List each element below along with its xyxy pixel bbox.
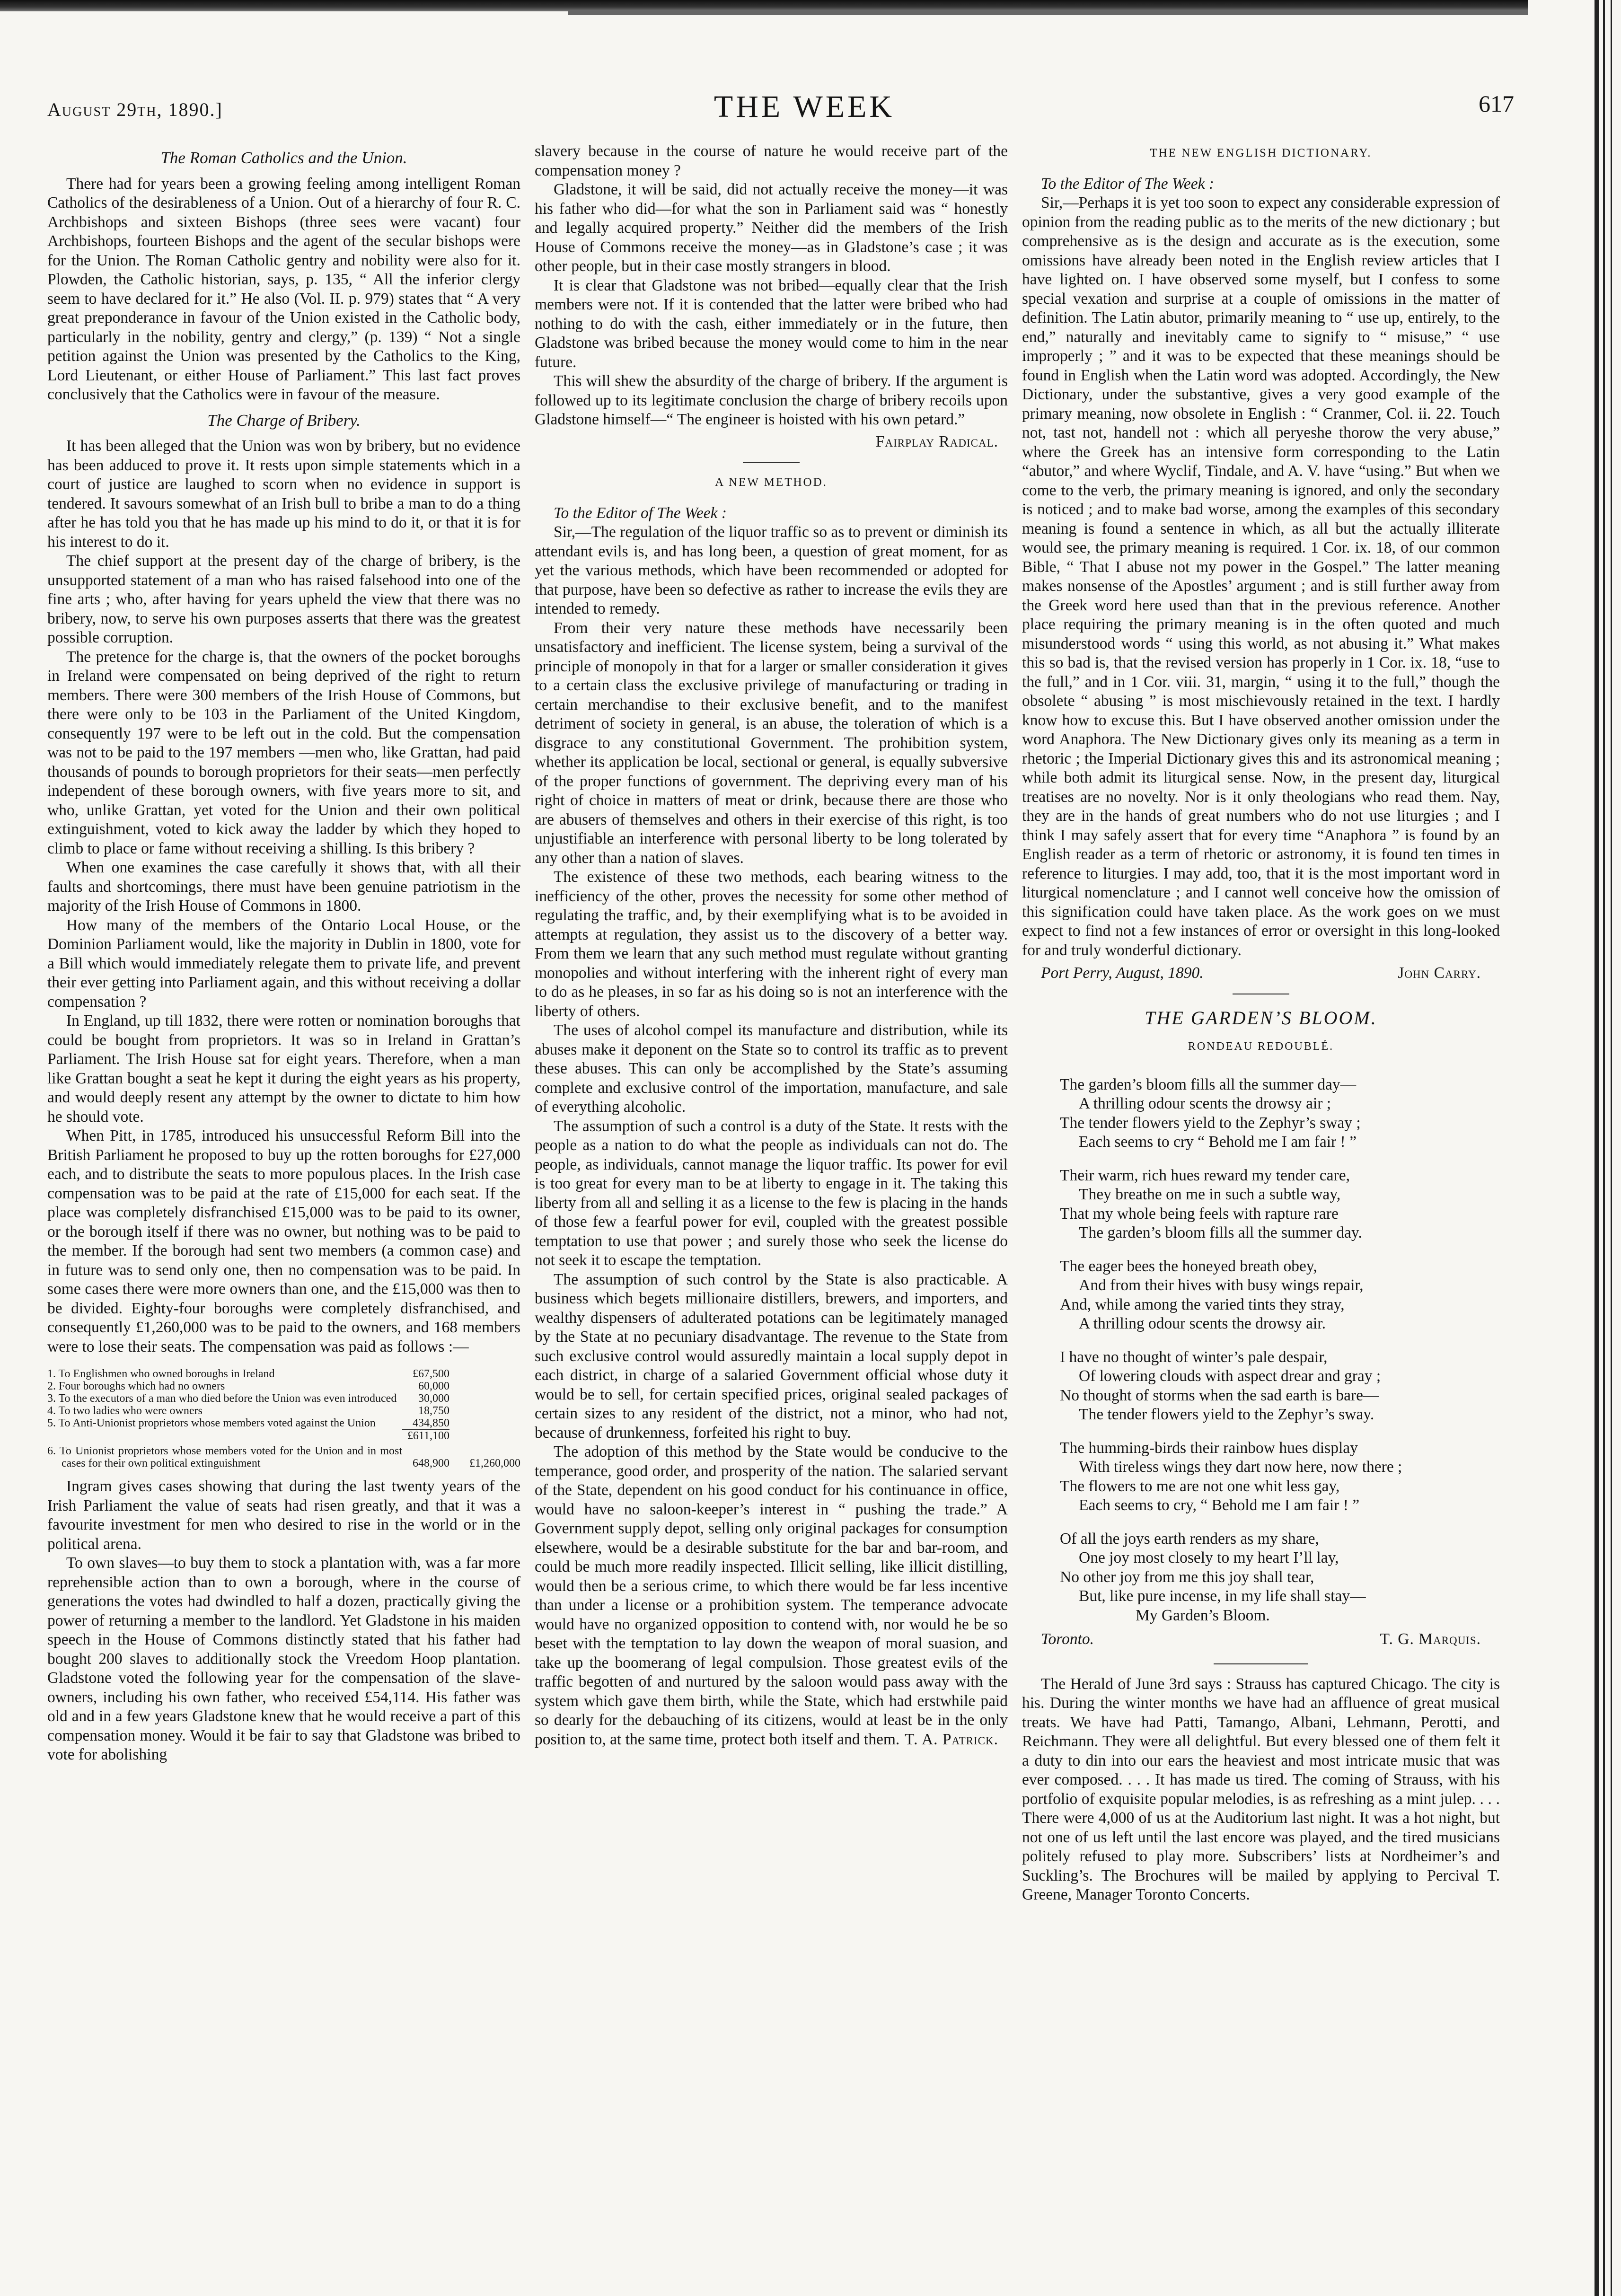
poem-line: The garden’s bloom fills all the summer day.	[1079, 1224, 1362, 1241]
poem-line: One joy most closely to my heart I’ll lay,	[1079, 1549, 1339, 1566]
page-spine-line	[1603, 0, 1605, 2296]
poem-line: But, like pure incense, in my life shall stay—	[1079, 1587, 1366, 1605]
poem-line: And, while among the varied tints they stray,	[1060, 1295, 1345, 1313]
table-amount: 30,000	[418, 1392, 449, 1405]
poem-line: Of all the joys earth renders as my share,	[1060, 1530, 1319, 1548]
poem-place: Toronto.	[1041, 1630, 1094, 1648]
poem-line: Each seems to cry, “ Behold me I am fair ! ”	[1079, 1496, 1360, 1514]
table-amount: 60,000	[418, 1380, 449, 1392]
signature-name: John Carry.	[1398, 964, 1481, 982]
poem-signature	[1022, 1630, 1481, 1649]
paragraph: Sir,—Perhaps it is yet too soon to expect any considerable expression of opinion from the reading public as to the merits of the new dictionary ; but comprehensive as is the design and accurate as is the execution, some omissions have already been noted in the English review articles that I have lighted on. I have observed some myself, but I confess to some special vexation and surprise at a couple of omissions in the matter of definition. The Latin abutor, primarily meaning to “ use up, entirely, to the end,” naturally and inevitably came to signify to “ misuse,” “ use improperly ; ” and it was to be expected that these meanings should be found in English when the Latin word was adopted. Accordingly, the New Dictionary, under the substantive, gives a very good example of the primary meaning, now obsolete in English : “ Cranmer, Col. ii. 22. Touch not, tast not, handell not : which all peryeshe thorow the very abuse,” where the Greek has an intensive form corresponding to the Latin “abutor,” and where Wyclif, Tindale, and A. V. have “using.” But when we come to the verb, the primary meaning is ignored, and only the secondary is noticed ; and to make bad worse, among the examples of this secondary meaning is found a sentence in which, as all but the actually illiterate would see, the primary meaning is required. 1 Cor. ix. 18, of our common Bible, “ That I abuse not my power in the Gospel.” The latter meaning makes nonsense of the Apostles’ argument ; and is still further away from the Greek word here used than that in the previous reference. Another place requiring the primary meaning is in the often quoted and much misunderstood words “ using this world, as not abusing it.” What makes this so bad is, that the revised version has properly in 1 Cor. ix. 18, “use to the full,” and in 1 Cor. viii. 31, margin, “ using it to the full,” though the obsolete “ abusing ” is most mischievously retained in the text. I hardly know how to excuse this. But I have observed another omission under the word Anaphora. The New Dictionary gives only its meaning as a term in rhetoric ; the Imperial Dictionary gives this and its astronomical meaning ; while both admit its liturgical sense. Now, in the present day, liturgical treatises are no novelty. Nor is it only theologians who read them. Nay, they are in the hands of great numbers who do not use liturgies ; and I think I may safely assert that for every time “Anaphora ” is found by an English reader as a term of rhetoric or astronomy, it is found ten times in reference to liturgies. I may add, too, that it is the most important word in liturgical nomenclature ; and I cannot well conceive how the omission of this signification could have taken place. As the work goes on we must expect to find not a few instances of error or oversight in this long-looked for and truly wonderful dictionary.	[1022, 194, 1500, 959]
paragraph: The uses of alcohol compel its manufacture and distribution, while its abuses make it deponent on the State so to control its traffic as to prevent these abuses. This can only be accomplished by the State’s assuming complete and exclusive control of the importation, manufacture, and sale of everything alcoholic.	[535, 1021, 1008, 1116]
table-label: 6. To Unionist proprietors whose members voted for the Union and in most cases for their own political extinguishment	[47, 1445, 402, 1469]
poem-author: T. G. Marquis.	[1380, 1630, 1481, 1648]
paragraph: The existence of these two methods, each bearing witness to the inefficiency of the other, proves the necessity for some other method of regulating the traffic, and, by their exemplifying what is to be avoided in attempts at regulation, they assist us to the discovery of a better way. From them we learn that any such method must regulate without granting monopolies and without interfering with the inherent right of every man to do as he pleases, in so far as his doing so is not an interference with the liberty of others.	[535, 868, 1008, 1020]
poem-line: Their warm, rich hues reward my tender care,	[1060, 1166, 1350, 1184]
page-spine-line	[1611, 0, 1612, 2296]
table-label: 3. To the executors of a man who died before the Union was even introduced	[47, 1392, 397, 1405]
divider-rule	[1214, 1663, 1308, 1664]
paragraph: Ingram gives cases showing that during the last twenty years of the Irish Parliament the value of seats had risen greatly, and that it was a favourite investment for men who desired to rise in the world or in the political arena.	[47, 1478, 520, 1553]
table-row	[47, 1380, 520, 1392]
column-left	[47, 142, 520, 1765]
salutation: To the Editor of The Week :	[1041, 175, 1214, 193]
poem-line: Each seems to cry “ Behold me I am fair ! ”	[1079, 1133, 1357, 1151]
paragraph: The assumption of such control by the State is also practicable. A business which begets millionaire distillers, brewers, and importers, and wealthy dispensers of adulterated potations can be legitimately managed by the State at no pecuniary disadvantage. The revenue to the State from such exclusive control would assuredly maintain a local supply depot in each district, in charge of a salaried Government official whose duty it would be to sell, for certain specified prices, original sealed packages of certain sizes to any resident of the district, not a minor, who had not, because of drunkenness, forfeited his right to buy.	[535, 1270, 1008, 1442]
poem-line: They breathe on me in such a subtle way,	[1079, 1186, 1341, 1203]
paragraph: It has been alleged that the Union was won by bribery, but no evidence has been adduced to prove it. It rests upon simple statements which in a court of justice are laughed to scorn when no evidence in support is tendered. It savours somewhat of an Irish bull to bribe a man to do a thing after he has told you that he has made up his mind to do it, or that it is for his interest to do it.	[47, 437, 520, 551]
table-label: 1. To Englishmen who owned boroughs in Ireland	[47, 1368, 275, 1380]
signature-place: Port Perry, August, 1890.	[1041, 964, 1204, 982]
table-row	[47, 1405, 520, 1417]
section-heading: The Roman Catholics and the Union.	[160, 149, 407, 167]
section-heading: THE NEW ENGLISH DICTIONARY.	[1150, 147, 1372, 159]
signature-line	[1022, 964, 1481, 983]
poem-line: The tender flowers yield to the Zephyr’s sway.	[1079, 1406, 1374, 1423]
paragraph: slavery because in the course of nature he would receive part of the compensation money ?	[535, 142, 1008, 179]
poem-line: A thrilling odour scents the drowsy air ;	[1079, 1095, 1331, 1112]
poem-line: The flowers to me are not one whit less gay,	[1060, 1477, 1340, 1495]
table-label: 4. To two ladies who were owners	[47, 1405, 203, 1417]
poem-line: My Garden’s Bloom.	[1136, 1606, 1270, 1624]
paragraph: From their very nature these methods have necessarily been unsatisfactory and inefficient. The license system, being a survival of the principle of monopoly in that for a larger or smaller consideration it gives to a certain class the exclusive privilege of manufacturing or trading in certain merchandise to their exclusive benefit, and to the manifest detriment of society in general, is an abuse, the toleration of which is a disgrace to any constitutional Government. The prohibition system, whether its application be local, sectional or general, is equally subversive of the proper functions of government. The depriving every man of his right of choice in matters of meat or drink, because there are those who are abusers of themselves and others in their exercise of this right, is too unjustifiable an interference with personal liberty to be long tolerated by any other than a nation of slaves.	[535, 619, 1008, 867]
salutation: To the Editor of The Week :	[554, 504, 727, 522]
poem-line: No other joy from me this joy shall tear,	[1060, 1568, 1314, 1586]
table-row	[47, 1417, 520, 1429]
paragraph: The chief support at the present day of the charge of bribery, is the unsupported statement of a man who has raised falsehood into one of the fine arts ; who, after having for years upheld the view that there was no bribery, now, to serve his own purposes asserts that there was the greatest possible corruption.	[47, 552, 520, 646]
table-row	[47, 1445, 520, 1469]
poem-line: That my whole being feels with rapture rare	[1060, 1205, 1339, 1223]
column-right	[1022, 142, 1500, 1905]
table-label: 2. Four boroughs which had no owners	[47, 1380, 225, 1392]
poem-stanza	[1060, 1439, 1500, 1515]
poem-stanza	[1060, 1075, 1500, 1152]
paragraph: The Herald of June 3rd says : Strauss has captured Chicago. The city is his. During the winter months we have had an affluence of great musical treats. We have had Patti, Tamango, Albani, Lehmann, Perotti, and Reichmann. They were all delightful. But every blessed one of them felt it a duty to din into our ears the heaviest and most intricate music that was ever composed. . . . It has made us tired. The coming of Strauss, with his portfolio of exquisite popular melodies, is as refreshing as a mint julep. . . . There were 4,000 of us at the Auditorium last night. It was a hot night, but not one of us left until the last encore was played, and the tired musicians politely refused to play more. Subscribers’ lists at Nordheimer’s and Suckling’s. The Brochures will be mailed by applying to Percival T. Greene, Manager Toronto Concerts.	[1022, 1675, 1500, 1903]
poem-stanza	[1060, 1530, 1500, 1626]
paragraph: In England, up till 1832, there were rotten or nomination boroughs that could be bought from proprietors. It was so in Ireland in Grattan’s Parliament. The Irish House sat for eight years. Therefore, when a man like Grattan bought a seat he kept it during the eight years as his property, and would deeply resent any attempt by the owner to dictate to him how he should vote.	[47, 1012, 520, 1126]
poem-line: The humming-birds their rainbow hues display	[1060, 1439, 1358, 1457]
scan-ink-bar	[0, 0, 1528, 11]
poem-line: Of lowering clouds with aspect drear and gray ;	[1079, 1367, 1381, 1385]
poem-line: I have no thought of winter’s pale despair,	[1060, 1348, 1328, 1366]
table-row	[47, 1429, 520, 1442]
paragraph: The assumption of such a control is a duty of the State. It rests with the people as a nation to do what the people as individuals can not do. The people, as individuals, cannot manage the liquor traffic. Its power for evil is too great for every man to be at liberty to engage in it. The taking this liberty from all and selling it as a license to the few is placing in the hands of those few a fearful power for evil, coupled with the greatest possible temptation to use that power ; and surely those who seek the license do not seek it to escape the temptation.	[535, 1117, 1008, 1269]
compensation-table	[47, 1368, 520, 1469]
paragraph: When Pitt, in 1785, introduced his unsuccessful Reform Bill into the British Parliament he proposed to buy up the rotten boroughs for £27,000 each, and to distribute the seats to more populous places. In the Irish case compensation was to be paid at the rate of £15,000 for each seat. If the place was completely disfranchised £15,000 was to be paid to its owner, or the borough itself if there was no owner, but nothing was to be paid to the member. If the borough had sent two members (a common case) and in future was to send only one, then no compensation was to be paid. In some cases there were more owners than one, and the £15,000 was then to be divided. Eighty-four boroughs were completely disfranchised, and consequently £1,260,000 was to be paid to the owners, and 168 members were to lose their seats. The compensation was paid as follows :—	[47, 1127, 520, 1355]
table-subtotal: £611,100	[402, 1429, 449, 1442]
paragraph: Sir,—The regulation of the liquor traffic so as to prevent or diminish its attendant evils is, and has long been, a question of great moment, for as yet the various methods, which have been recommended or adopted for that purpose, have been so defective as rather to increase the evils they are intended to remedy.	[535, 523, 1008, 617]
page-spine-line	[1595, 0, 1599, 2296]
section-heading: The Charge of Bribery.	[207, 411, 361, 430]
table-total: £1,260,000	[469, 1457, 520, 1469]
paragraph: To own slaves—to buy them to stock a plantation with, was a far more reprehensible action than to own a borough, where in the course of generations the votes had dwindled to half a dozen, practically giving the power of returning a member to the landlord. Yet Gladstone in his maiden speech in the House of Commons distinctly stated that his father had bought 200 slaves to additionally stock the Vreedom Hoop plantation. Gladstone voted the following year for the compensation of the slave-owners, including his own father, who received £54,114. His father was old and in a few years Gladstone knew that he would receive a part of this compensation money. Would it be fair to say that Gladstone was bribed to vote for abolishing	[47, 1554, 520, 1763]
poem-line: With tireless wings they dart now here, now there ;	[1079, 1458, 1402, 1476]
table-amount: 434,850	[413, 1417, 449, 1429]
column-middle	[535, 142, 1008, 1754]
divider-rule	[743, 462, 800, 463]
issue-date: August 29th, 1890.]	[47, 99, 223, 120]
paragraph: How many of the members of the Ontario Local House, or the Dominion Parliament would, like the majority in Dublin in 1800, vote for a Bill which would immediately relegate them to private life, and prevent their ever getting into Parliament again, and this without receiving a dollar compensation ?	[47, 916, 520, 1011]
table-row	[47, 1392, 520, 1405]
table-amount: 648,900	[413, 1457, 449, 1469]
table-amount: £67,500	[413, 1368, 449, 1380]
poem-line: The garden’s bloom fills all the summer day—	[1060, 1075, 1357, 1093]
table-amount: 18,750	[418, 1405, 449, 1417]
table-label: 5. To Anti-Unionist proprietors whose members voted against the Union	[47, 1417, 376, 1429]
poem-stanza	[1060, 1257, 1500, 1334]
poem-title: THE GARDEN’S BLOOM.	[1145, 1007, 1377, 1029]
table-row	[47, 1368, 520, 1380]
poem-subtitle: RONDEAU REDOUBLÉ.	[1188, 1040, 1334, 1053]
poem-line: A thrilling odour scents the drowsy air.	[1079, 1315, 1326, 1332]
signature: T. A. Patrick.	[905, 1731, 998, 1748]
poem-line: The eager bees the honeyed breath obey,	[1060, 1257, 1317, 1275]
paragraph: There had for years been a growing feeling among intelligent Roman Catholics of the desirableness of a Union. Out of a hierarchy of four R. C. Archbishops and sixteen Bishops (three sees were vacant) four Archbishops, fourteen Bishops and the agent of the secular bishops were for the Union. The Roman Catholic gentry and nobility were also for it. Plowden, the Catholic historian, says, p. 135, “ All the inferior clergy seem to have declared for it.” He also (Vol. II. p. 979) states that “ A very great preponderance in favour of the Union existed in the Catholic body, particularly in the nobility, gentry and clergy,” (p. 139) “ Not a single petition against the Union was presented by the Catholics to the King, Lord Lieutenant, or either House of Parliament.” This last fact proves conclusively that the Catholics were in favour of the measure.	[47, 175, 520, 403]
masthead-title: THE WEEK	[714, 89, 895, 124]
paragraph: When one examines the case carefully it shows that, with all their faults and shortcomings, there must have been genuine patriotism in the majority of the Irish House of Commons in 1800.	[47, 859, 520, 915]
section-heading: A NEW METHOD.	[715, 476, 828, 489]
paragraph: It is clear that Gladstone was not bribed—equally clear that the Irish members were not. If it is contended that the latter were bribed who had nothing to do with the cash, either immediately or in the future, then Gladstone was bribed because the money would come to him in the near future.	[535, 276, 1008, 371]
poem-stanza	[1060, 1348, 1500, 1425]
paragraph: Gladstone, it will be said, did not actually receive the money—it was his father who did—for what the son in Parliament said was “ honestly and legally acquired property.” Neither did the members of the Irish House of Commons receive the money—as in Gladstone’s case ; it was other people, but in their case mostly strangers in blood.	[535, 181, 1008, 275]
page-number: 617	[1479, 90, 1514, 117]
scan-ink-bar-lower	[568, 10, 1528, 15]
poem-line: No thought of storms when the sad earth is bare—	[1060, 1386, 1379, 1404]
signature: Fairplay Radical.	[875, 432, 998, 450]
poem-stanza	[1060, 1166, 1500, 1243]
paragraph: This will shew the absurdity of the charge of bribery. If the argument is followed up to its legitimate conclusion the charge of bribery recoils upon Gladstone himself—“ The engineer is hoisted with his own petard.”	[535, 372, 1008, 428]
paragraph: The pretence for the charge is, that the owners of the pocket boroughs in Ireland were compensated on being deprived of the right to return members. There were 300 members of the Irish House of Commons, but there were only to be 103 in the Parliament of the United Kingdom, consequently 197 were to be left out in the cold. But the compensation was not to be paid to the 197 members —men who, like Grattan, had paid thousands of pounds to borough proprietors for their seats—men perfectly independent of these borough owners, with five years more to sit, and who, unlike Grattan, yet voted for the Union and their own political extinguishment, voted to kick away the ladder by which they hoped to climb to place or fame without receiving a shilling. Is this bribery ?	[47, 648, 520, 857]
scan-top-border	[0, 0, 1621, 19]
paragraph: The adoption of this method by the State would be conducive to the temperance, good order, and prosperity of the nation. The salaried servant of the State, dependent on his good conduct for his continuance in office, would have no saloon-keeper’s interest in “ pushing the trade.” A Government supply depot, selling only original packages for consumption elsewhere, would be a desirable substitute for the bar and bar-room, and could be much more readily inspected. Illicit selling, like illicit distilling, would then be a serious crime, to which there would be far less incentive than under a license or a prohibition system. The temperance advocate would have no organized opposition to contend with, nor would he be so beset with the temptation to lay down the weapon of moral suasion, and take up the boomerang of legal compulsion. Those greatest evils of the traffic begotten of and nurtured by the saloon would pass away with the system which gave them birth, while the State, which had erstwhile paid so dearly for the debauching of its citizens, would at least be in the only position to, at the same time, protect both itself and them.	[535, 1443, 1008, 1748]
poem-line: The tender flowers yield to the Zephyr’s sway ;	[1060, 1114, 1361, 1132]
poem-line: And from their hives with busy wings repair,	[1079, 1276, 1364, 1294]
